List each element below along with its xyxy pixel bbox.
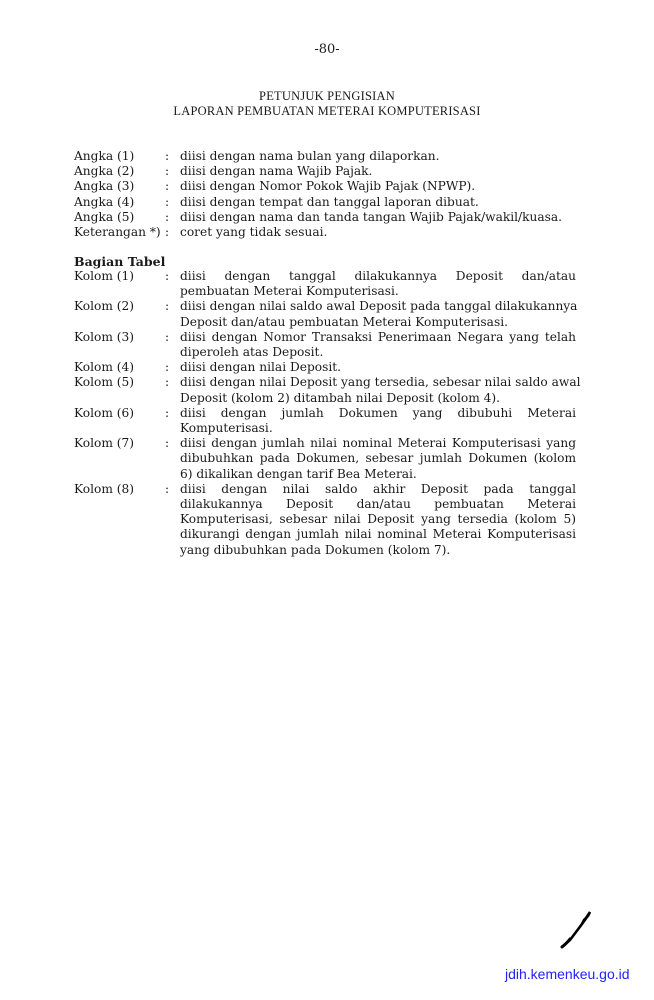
angka-row: [74, 195, 576, 210]
description-line: yang dibubuhkan pada Dokumen (kolom 7).: [180, 542, 451, 557]
separator-colon: :: [165, 436, 170, 451]
kolom-row: [74, 299, 576, 329]
kolom-row: [74, 360, 576, 375]
item-description: [180, 225, 576, 240]
description-line: 6) dikalikan dengan tarif Bea Meterai.: [180, 466, 417, 481]
description-line: diisi dengan nama dan tanda tangan Wajib Pajak/wakil/kuasa.: [180, 209, 563, 224]
item-description: [180, 482, 576, 558]
description-line: dikurangi dengan jumlah nilai nominal Meterai Komputerisasi: [180, 527, 576, 542]
kolom-row: [74, 406, 576, 436]
kolom-row: [74, 482, 576, 558]
item-description: [180, 210, 576, 225]
signature-mark: [556, 906, 600, 952]
item-description: [180, 299, 576, 329]
description-line: Komputerisasi, sebesar nilai Deposit yang tersedia (kolom 5): [180, 512, 576, 527]
description-line: diisi dengan jumlah Dokumen yang dibubuhi Meterai: [180, 405, 576, 420]
separator-colon: :: [165, 194, 170, 209]
item-description: [180, 195, 576, 210]
description-line: diisi dengan Nomor Transaksi Penerimaan Negara yang telah: [180, 329, 576, 344]
item-label: Angka (5): [74, 209, 135, 224]
kolom-instructions: [74, 269, 581, 558]
angka-instructions: [74, 149, 576, 240]
section-heading-bagian-tabel: Bagian Tabel: [74, 254, 166, 269]
description-line: dilakukannya Deposit dan/atau pembuatan Meterai: [180, 497, 576, 512]
description-line: diisi dengan nilai saldo awal Deposit pada tanggal dilakukannya: [180, 299, 578, 314]
separator-colon: :: [165, 481, 170, 496]
separator-colon: :: [165, 329, 170, 344]
separator-colon: :: [165, 209, 170, 224]
item-description: [180, 149, 576, 164]
kolom-row: [74, 269, 576, 299]
item-description: [180, 360, 576, 375]
item-description: [180, 436, 576, 482]
item-label: Angka (3): [74, 179, 135, 194]
description-line: pembuatan Meterai Komputerisasi.: [180, 284, 399, 299]
description-line: dibubuhkan pada Dokumen, sebesar jumlah Dokumen (kolom: [180, 451, 576, 466]
separator-colon: :: [165, 299, 170, 314]
angka-row: [74, 179, 576, 194]
description-line: diisi dengan nilai Deposit yang tersedia, sebesar nilai saldo awal: [180, 375, 581, 390]
item-description: [180, 269, 576, 299]
separator-colon: :: [165, 179, 170, 194]
description-line: diisi dengan tempat dan tanggal laporan dibuat.: [180, 194, 479, 209]
item-label: Angka (4): [74, 194, 135, 209]
item-label: Kolom (1): [74, 269, 135, 283]
description-line: diisi dengan Nomor Pokok Wajib Pajak (NPWP).: [180, 179, 476, 194]
item-label: Angka (2): [74, 164, 135, 179]
item-description: [180, 375, 581, 405]
item-description: [180, 179, 576, 194]
item-label: Kolom (4): [74, 360, 135, 375]
angka-row: [74, 164, 576, 179]
separator-colon: :: [165, 405, 170, 420]
separator-colon: :: [165, 149, 170, 163]
description-line: Komputerisasi.: [180, 421, 273, 436]
kolom-row: [74, 375, 581, 405]
item-description: [180, 406, 576, 436]
description-line: Deposit (kolom 2) ditambah nilai Deposit (kolom 4).: [180, 390, 501, 405]
page-number: -80-: [314, 42, 340, 57]
angka-row: [74, 225, 576, 240]
item-label: Kolom (3): [74, 329, 135, 344]
item-label: Kolom (2): [74, 299, 135, 314]
document-title-line-1: PETUNJUK PENGISIAN: [259, 89, 395, 103]
description-line: diisi dengan tanggal dilakukannya Deposit dan/atau: [180, 269, 576, 283]
item-label: Angka (1): [74, 149, 135, 163]
separator-colon: :: [165, 225, 170, 240]
document-title-line-2: LAPORAN PEMBUATAN METERAI KOMPUTERISASI: [173, 104, 481, 118]
item-label: Kolom (6): [74, 405, 135, 420]
item-label: Kolom (8): [74, 481, 135, 496]
description-line: coret yang tidak sesuai.: [180, 225, 328, 240]
separator-colon: :: [165, 164, 170, 179]
separator-colon: :: [165, 360, 170, 375]
kolom-row: [74, 436, 576, 482]
separator-colon: :: [165, 269, 170, 283]
description-line: diperoleh atas Deposit.: [180, 345, 324, 360]
description-line: diisi dengan nilai Deposit.: [180, 360, 342, 375]
kolom-row: [74, 330, 576, 360]
description-line: diisi dengan nilai saldo akhir Deposit pada tanggal: [180, 481, 576, 496]
angka-row: [74, 149, 576, 164]
description-line: diisi dengan jumlah nilai nominal Meterai Komputerisasi yang: [180, 436, 576, 451]
description-line: diisi dengan nama Wajib Pajak.: [180, 164, 373, 179]
item-description: [180, 330, 576, 360]
item-label: Kolom (7): [74, 436, 135, 451]
angka-row: [74, 210, 576, 225]
item-label: Kolom (5): [74, 375, 135, 390]
item-description: [180, 164, 576, 179]
separator-colon: :: [165, 375, 170, 390]
footer-link-jdih[interactable]: jdih.kemenkeu.go.id: [505, 966, 630, 982]
item-label: Keterangan *): [74, 225, 161, 240]
description-line: Deposit dan/atau pembuatan Meterai Komputerisasi.: [180, 314, 508, 329]
description-line: diisi dengan nama bulan yang dilaporkan.: [180, 149, 440, 163]
